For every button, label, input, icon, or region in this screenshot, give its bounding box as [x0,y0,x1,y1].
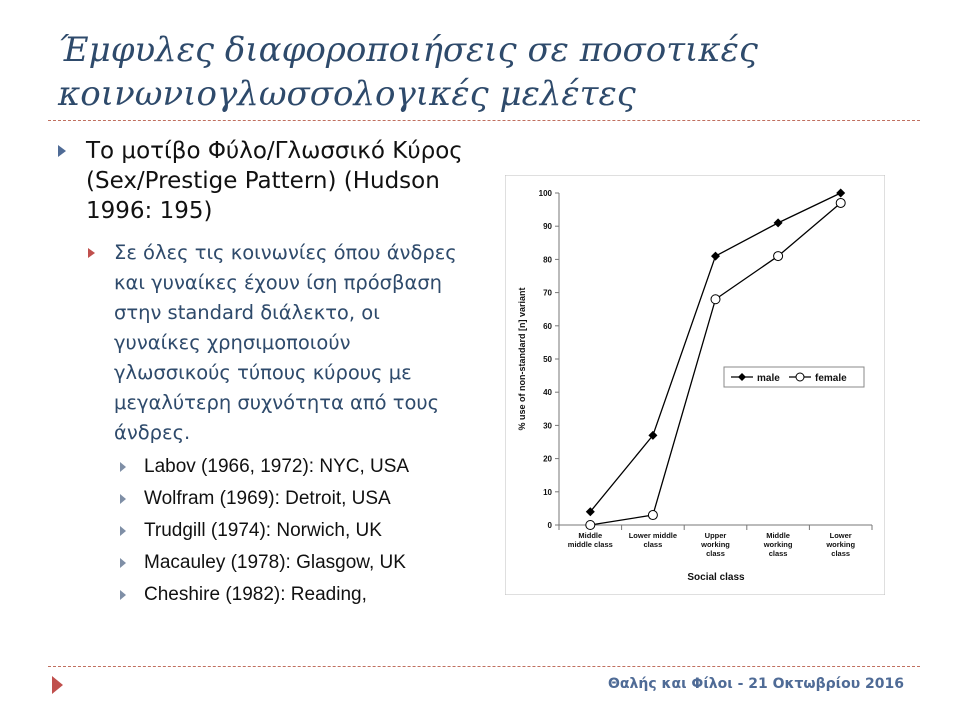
study-text: Trudgill (1974): Norwich, UK [144,520,382,541]
study-arrow-icon [120,590,126,600]
slide-title-line2: κοινωνιογλωσσολογικές μελέτες [58,74,636,114]
slide-title [58,28,938,116]
y-tick-label: 40 [543,388,552,398]
slide-title-line1: Έμφυλες διαφοροποιήσεις σε ποσοτικές [58,30,758,70]
footer-text: Θαλής και Φίλοι - 21 Οκτωβρίου 2016 [608,676,904,692]
study-text: Cheshire (1982): Reading, [144,584,367,605]
study-text: Macauley (1978): Glasgow, UK [144,552,406,573]
study-arrow-icon [120,494,126,504]
legend-female-circle-icon [796,373,804,381]
bullet-list [58,136,468,618]
studies-list [116,458,468,604]
study-arrow-icon [120,526,126,536]
social-class-line-chart [505,175,885,595]
y-tick-label: 50 [543,355,552,364]
series-female-point [586,521,595,530]
footer-divider [48,666,920,667]
y-tick-label: 20 [543,454,552,464]
sub-bullet-text: Σε όλες τις κοινωνίες όπου άνδρες και γυναίκες έχουν ίση πρόσβαση στην standard διάλεκτο, οι γυναίκες χρησιμοποιούν γλωσσικούς τύπους κύρους με μεγαλύτερη συχνότητα από τους άνδρες. [114,241,457,444]
bullet-arrow-icon [58,145,66,157]
study-item [116,490,468,508]
legend-female-label: female [815,373,847,384]
x-tick-label-line: Middle [578,531,603,540]
sub-bullet-women [86,238,468,448]
study-text: Labov (1966, 1972): NYC, USA [144,456,410,477]
y-tick-label: 60 [543,321,552,331]
study-arrow-icon [120,462,126,472]
x-tick-label-line: working [826,540,856,549]
title-divider [48,120,920,121]
x-tick-label-line: Lower [829,531,852,540]
legend-male-label: male [757,373,780,384]
x-tick-label-line: class [831,549,851,558]
study-item [116,458,468,476]
y-tick-label: 10 [543,487,552,497]
y-tick-label: 70 [543,288,552,298]
x-tick-label-line: working [701,540,730,549]
study-text: Wolfram (1969): Detroit, USA [144,488,391,509]
x-tick-label-line: Middle [766,531,790,540]
y-axis-title: % use of non-standard [n] variant [517,287,527,431]
x-tick-label-line: working [763,540,793,549]
bullet-text: Το μοτίβο Φύλο/Γλωσσικό Κύρος (Sex/Prestige Pattern) (Hudson 1996: 195) [86,138,463,224]
chart-legend [724,367,864,387]
x-tick-label-line: class [768,549,788,558]
series-female-point [836,198,845,207]
y-tick-label: 100 [538,189,552,198]
series-female-point [711,295,720,304]
x-tick-label-line: class [706,549,725,558]
x-tick-label-line: class [643,540,663,549]
series-female-point [648,511,657,520]
y-tick-label: 90 [543,222,552,232]
study-arrow-icon [120,558,126,568]
x-tick-label-line: Lower middle [628,531,678,540]
x-tick-label-line: middle class [567,540,613,549]
footer-arrow-icon [52,676,63,694]
x-axis-title: Social class [687,572,745,583]
y-tick-label: 80 [543,255,552,265]
y-tick-label: 0 [547,521,552,530]
study-item [116,522,468,540]
y-tick-label: 30 [543,421,552,431]
series-female-point [774,252,783,261]
bullet-sex-prestige [58,136,468,226]
x-tick-label-line: Upper [704,531,727,540]
sub-bullet-arrow-icon [88,248,95,258]
study-item [116,554,468,572]
study-item [116,586,468,604]
